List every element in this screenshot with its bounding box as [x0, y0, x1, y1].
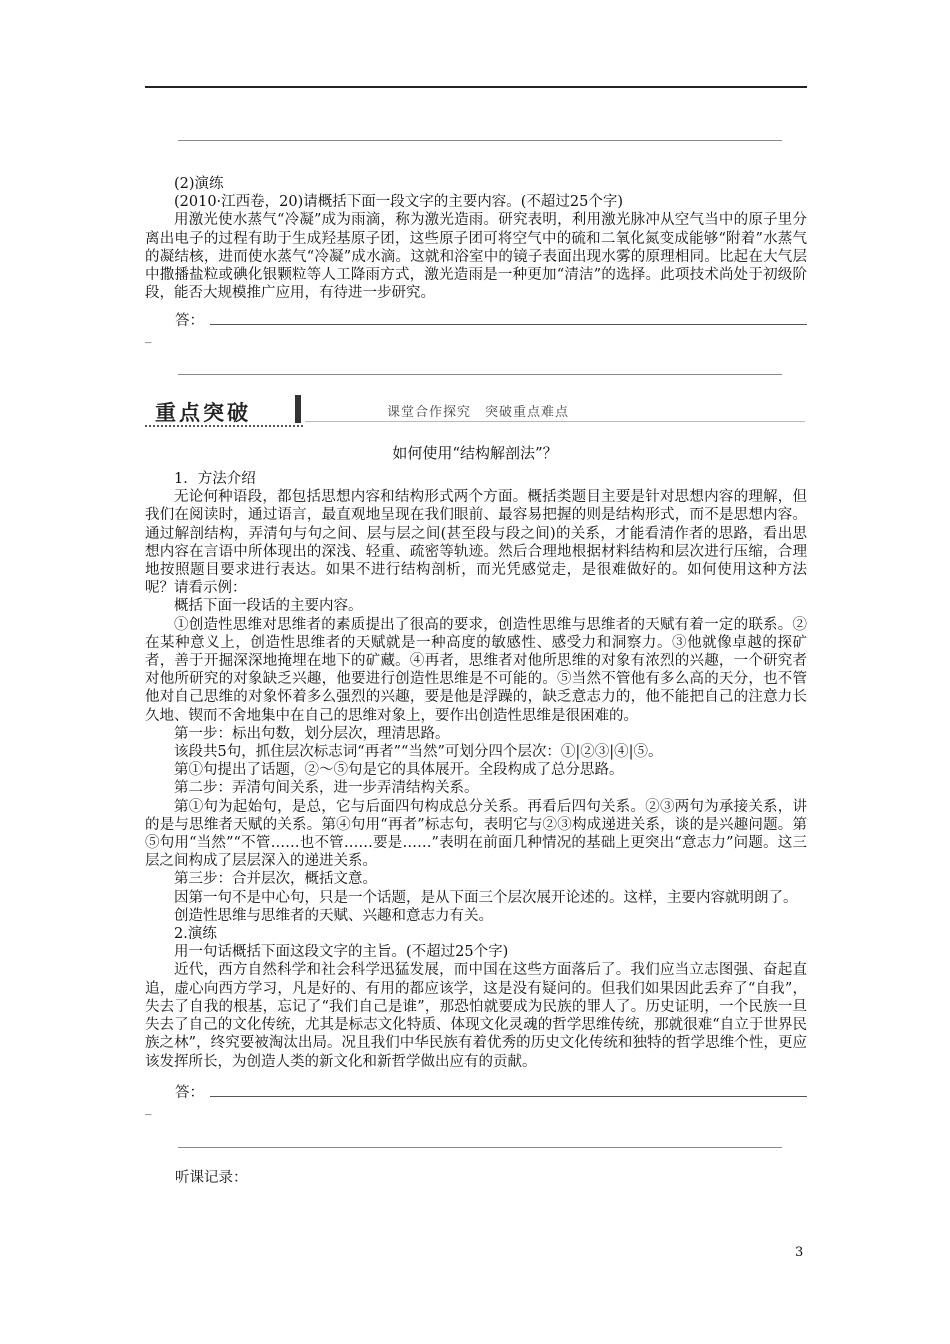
answer-label: 答：: [175, 313, 204, 329]
section-divider-middle: [178, 374, 782, 375]
example-task: 概括下面一段话的主要内容。: [174, 598, 363, 615]
practice-2-passage: 近代，西方自然科学和社会科学迅猛发展，而中国在这些方面落后了。我们应当立志图强、奋起直追，虚心向西方学习，凡是好的、有用的都应该学，这是没有疑问的。但我们如果因此丢弃了“自我”，失去了自我的根基，忘记了“我们自己是谁”，那恐怕就要成为民族的罪人了。历史证明，一个民族一旦失去了自己的文化传统，尤其是标志文化特质、体现文化灵魂的哲学思维传统，那就很难“自立于世界民族之林”，终究要被淘汰出局。况且我们中华民族有着优秀的历史文化传统和独特的哲学思维个性，更应该发挥所长，为创造人类的新文化和新哲学做出应有的贡献。: [145, 962, 807, 1070]
practice-section-1: [145, 175, 807, 302]
example-passage: ①创造性思维对思维者的素质提出了很高的要求，创造性思维与思维者的天赋有着一定的联系。②在某种意义上，创造性思维者的天赋就是一种高度的敏感性、感受力和洞察力。③他就像卓越的探矿者，善于开掘深深地掩埋在地下的矿藏。④再者，思维者对他所思维的对象有浓烈的兴趣，一个研究者对他所研究的对象缺乏兴趣，他要进行创造性思维是不可能的。⑤当然不管他有多么高的天分，也不管他对自己思维的对象怀着多么强烈的兴趣，要是他是浮躁的，缺乏意志力的，他不能把自己的注意力长久地、锲而不舍地集中在自己的思维对象上，要作出创造性思维是很困难的。: [145, 616, 807, 724]
banner-bar: [295, 395, 301, 423]
step-3: 第三步：合并层次，概括文意。: [174, 871, 377, 888]
source-line: (2010·江西卷，20)请概括下面一段文字的主要内容。(不超过25个字): [174, 194, 624, 211]
header-rule: [145, 86, 807, 88]
section-heading: 如何使用“结构解剖法”？: [392, 444, 558, 462]
step-1-detail-a: 该段共5句，抓住层次标志词“再者”“当然”可划分四个层次：①|②③|④|⑤。: [174, 744, 663, 761]
step-2: 第二步：弄清句间关系，进一步弄清结构关系。: [174, 780, 479, 797]
practice-2-task: 用一句话概括下面这段文字的主旨。(不超过25个字): [174, 944, 509, 961]
step-2-detail: 第①句为起始句，是总，它与后面四句构成总分关系。再看后四句关系。②③两句为承接关系，讲的是与思维者天赋的关系。第④句用“再者”标志句，表明它与②③构成递进关系，谈的是兴趣问题。第⑤句用“当然”“不管……也不管……要是……”表明在前面几种情况的基础上更突出“意志力”问题。这三层之间构成了层层深入的递进关系。: [145, 798, 807, 870]
section-banner: [145, 395, 805, 429]
practice-2-label: 2.演练: [174, 926, 217, 943]
method-label: 1．方法介绍: [174, 471, 256, 487]
banner-underline: [145, 425, 303, 427]
notes-label: 听课记录：: [175, 1170, 248, 1186]
practice-passage: 用激光使水蒸气“冷凝”成为雨滴，称为激光造雨。研究表明，利用激光脉冲从空气当中的原子里分离出电子的过程有助于生成羟基原子团，这些原子团可将空气中的硫和二氧化氮变成能够“附着”水蒸气的凝结核，进而使水蒸气“冷凝”成水滴。这就和浴室中的镜子表面出现水雾的原理相同。比起在大气层中撒播盐粒或碘化银颗粒等人工降雨方式，激光造雨是一种更加“清洁”的选择。此项技术尚处于初级阶段，能否大规模推广应用，有待进一步研究。: [145, 212, 807, 302]
answer-continuation: _: [145, 329, 152, 344]
method-intro: 无论何种语段，都包括思想内容和结构形式两个方面。概括类题目主要是针对思想内容的理解，但我们在阅读时，通过语言，最直观地呈现在我们眼前、最容易把握的则是结构形式，而不是思想内容。通过解剖结构，弄清句与句之间、层与层之间(甚至段与段之间)的关系，才能看清作者的思路，看出思想内容在言语中所体现出的深浅、轻重、疏密等轨迹。然后合理地根据材料结构和层次进行压缩，合理地按照题目要求进行表达。如果不进行结构剖析，而光凭感觉走，是很难做好的。如何使用这种方法呢？请看示例：: [145, 489, 807, 597]
answer-line-2[interactable]: [210, 1096, 807, 1097]
section-divider-bottom: [178, 1147, 782, 1148]
step-3-detail: 因第一句不是中心句，只是一个话题，是从下面三个层次展开论述的。这样，主要内容就明朗了。: [174, 889, 798, 906]
step-1: 第一步：标出句数，划分层次，理清思路。: [174, 725, 450, 742]
answer-continuation-2: _: [145, 1101, 152, 1116]
banner-title: 重点突破: [155, 401, 251, 425]
answer-line[interactable]: [210, 324, 807, 325]
example-result: 创造性思维与思维者的天赋、兴趣和意志力有关。: [174, 907, 493, 924]
section-divider-top: [178, 140, 782, 141]
banner-subtitle-rule: [305, 421, 805, 422]
practice-label: (2)演练: [174, 176, 224, 192]
answer-label-2: 答：: [175, 1085, 204, 1101]
step-1-detail-b: 第①句提出了话题，②～⑤句是它的具体展开。全段构成了总分思路。: [174, 762, 624, 779]
page-number: 3: [795, 1245, 804, 1260]
method-section: [145, 470, 807, 1071]
banner-subtitle: 课堂合作探究 突破重点难点: [387, 405, 570, 420]
